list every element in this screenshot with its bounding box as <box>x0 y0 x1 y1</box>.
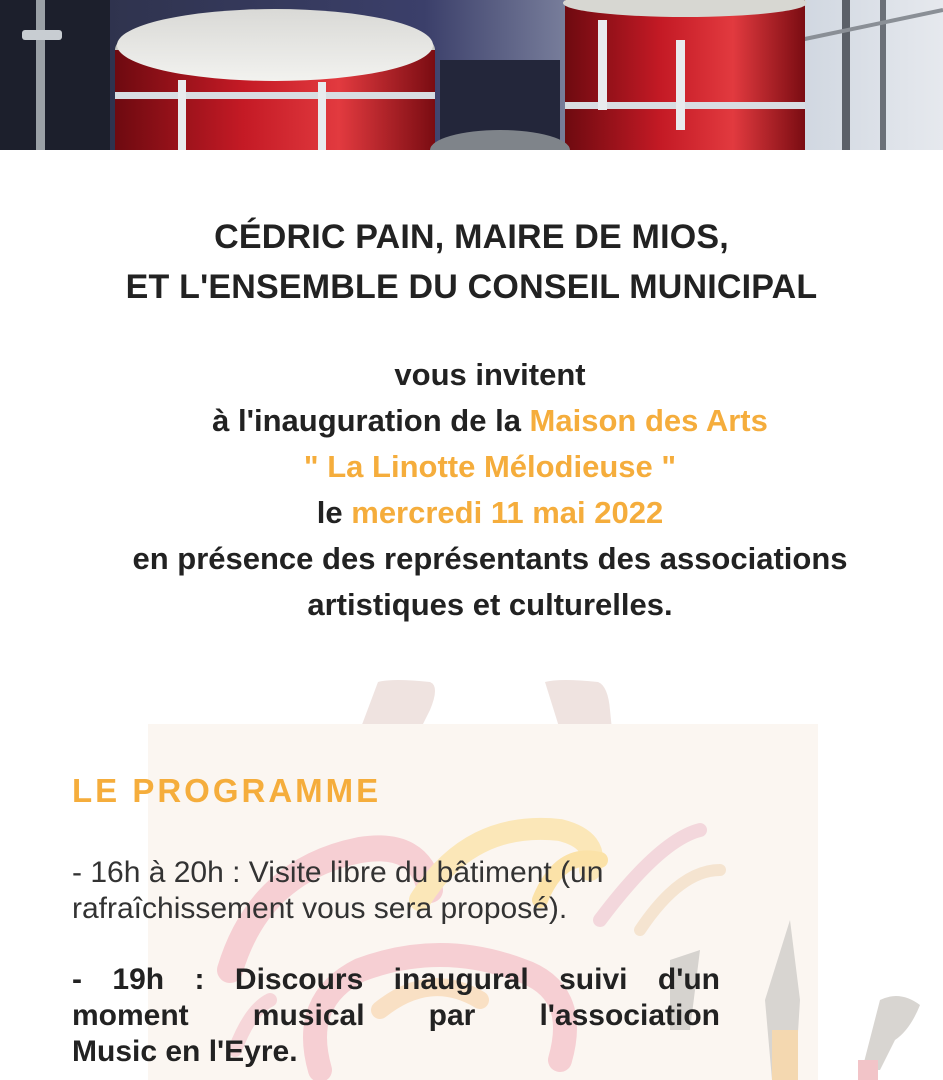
invitation-line-2-prefix: à l'inauguration de la <box>212 403 530 438</box>
invitation-line-4 <box>40 490 940 536</box>
programme-item-speech-line-1: - 19h : Discours inaugural suivi d'un <box>72 963 720 996</box>
invitation-line-4-prefix: le <box>316 495 352 530</box>
programme-item-speech-line-2: moment musical par l'association <box>72 999 720 1032</box>
programme-item-visit-line-2: rafraîchissement vous sera proposé). <box>72 892 568 925</box>
invitation-text <box>40 352 940 628</box>
programme-item-speech-line-3: Music en l'Eyre. <box>72 1035 298 1068</box>
headline-line-2: ET L'ENSEMBLE DU CONSEIL MUNICIPAL <box>125 268 818 306</box>
event-date: mercredi 11 mai 2022 <box>351 495 664 530</box>
invitation-line-6: artistiques et culturelles. <box>307 587 673 622</box>
venue-subtitle: " La Linotte Mélodieuse " <box>303 449 677 484</box>
header-photo-drum-kit <box>0 0 943 150</box>
programme-title: LE PROGRAMME <box>72 772 382 809</box>
headline <box>0 212 943 312</box>
headline-line-1: CÉDRIC PAIN, MAIRE DE MIOS, <box>214 218 729 256</box>
programme-item-speech <box>72 962 720 1070</box>
programme-item-visit-line-1: - 16h à 20h : Visite libre du bâtiment (un <box>72 856 604 889</box>
invitation-line-2 <box>40 398 940 444</box>
invitation-line-1: vous invitent <box>394 357 586 392</box>
venue-name: Maison des Arts <box>529 403 768 438</box>
programme-item-visit <box>72 855 732 927</box>
invitation-line-5: en présence des représentants des associations <box>132 541 848 576</box>
